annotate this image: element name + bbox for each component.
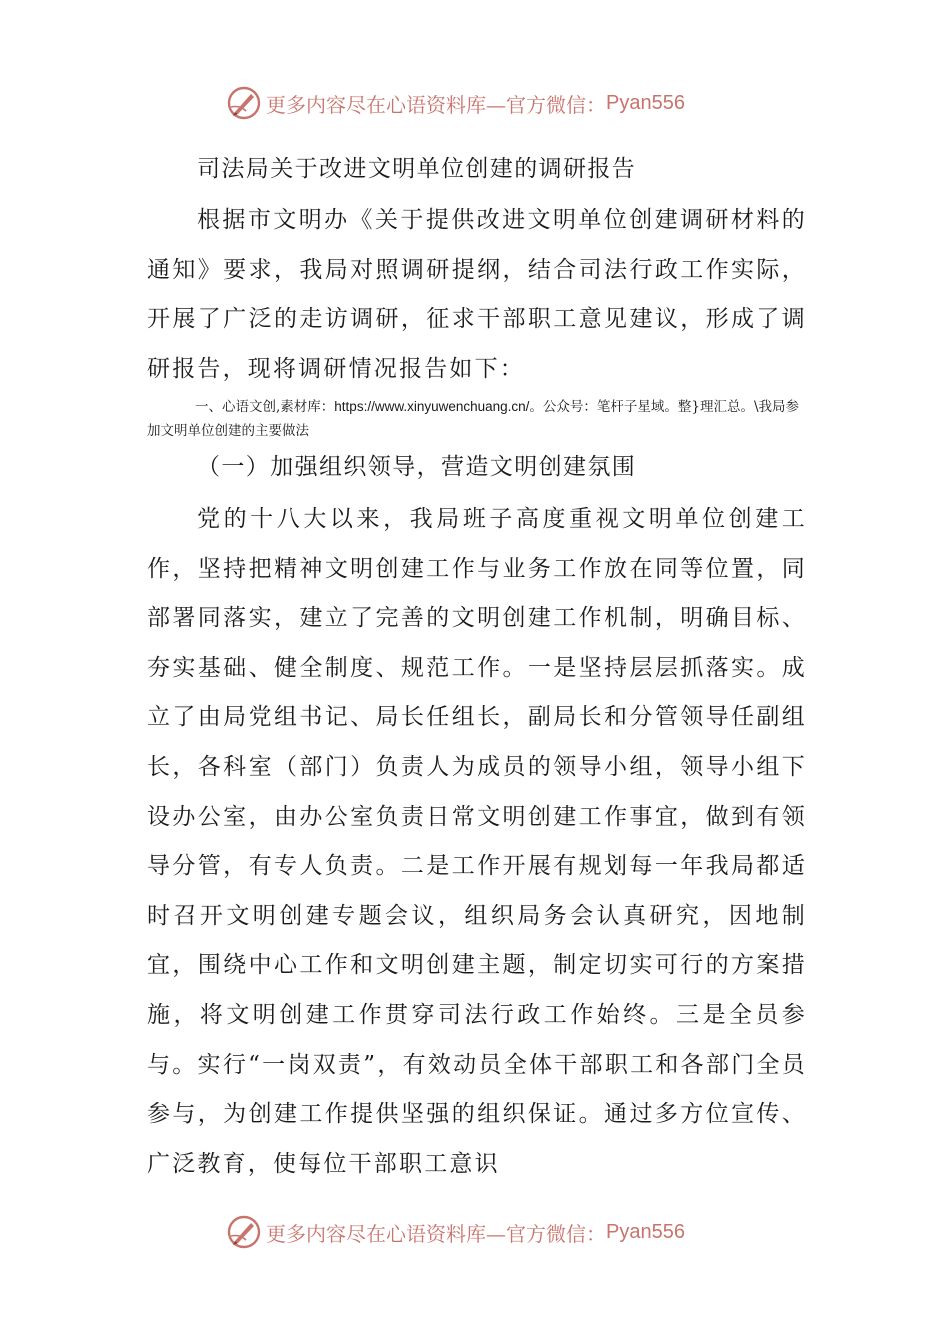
note-url: https://www.xinyuwenchuang.cn/ [334, 399, 530, 414]
note-rest: 。公众号：笔杆子星域。整}理汇总。\我局参加文明单位创建的主要做法 [147, 399, 800, 439]
wechat-label: 官方微信： [506, 92, 606, 117]
pen-logo-icon [226, 1214, 262, 1250]
section-subheading: （一）加强组织领导，营造文明创建氛围 [197, 454, 637, 480]
banner-text: 更多内容尽在心语资料库— [266, 92, 506, 117]
wechat-id: Pyan556 [606, 91, 685, 114]
intro-paragraph: 根据市文明办《关于提供改进文明单位创建调研材料的通知》要求，我局对照调研提纲，结合司法行政工作实际，开展了广泛的走访调研，征求干部职工意见建议，形成了调研报告，现将调研情况报告如下： [147, 207, 807, 382]
document-title: 司法局关于改进文明单位创建的调研报告 [197, 156, 637, 182]
wechat-label: 官方微信： [506, 1221, 606, 1246]
banner-text: 更多内容尽在心语资料库— [266, 1221, 506, 1246]
source-note [147, 395, 807, 443]
body-paragraph: 党的十八大以来，我局班子高度重视文明单位创建工作，坚持把精神文明创建工作与业务工作放在同等位置，同部署同落实，建立了完善的文明创建工作机制，明确目标、夯实基础、健全制度、规范工作。一是坚持层层抓落实。成立了由局党组书记、局长任组长，副局长和分管领导任副组长，各科室（部门）负责人为成员的领导小组，领导小组下设办公室，由办公室负责日常文明创建工作事宜，做到有领导分管，有专人负责。二是工作开展有规划每一年我局都适时召开文明创建专题会议，组织局务会认真研究，因地制宜，围绕中心工作和文明创建主题，制定切实可行的方案措施，将文明创建工作贯穿司法行政工作始终。三是全员参与。实行“一岗双责”，有效动员全体干部职工和各部门全员参与，为创建工作提供坚强的组织保证。通过多方位宣传、广泛教育，使每位干部职工意识 [147, 506, 807, 1177]
footer-banner [226, 1212, 786, 1252]
pen-logo-icon [226, 85, 262, 121]
header-banner [226, 83, 786, 123]
wechat-id: Pyan556 [606, 1220, 685, 1243]
note-prefix: 一、心语文创,素材库： [195, 399, 335, 415]
